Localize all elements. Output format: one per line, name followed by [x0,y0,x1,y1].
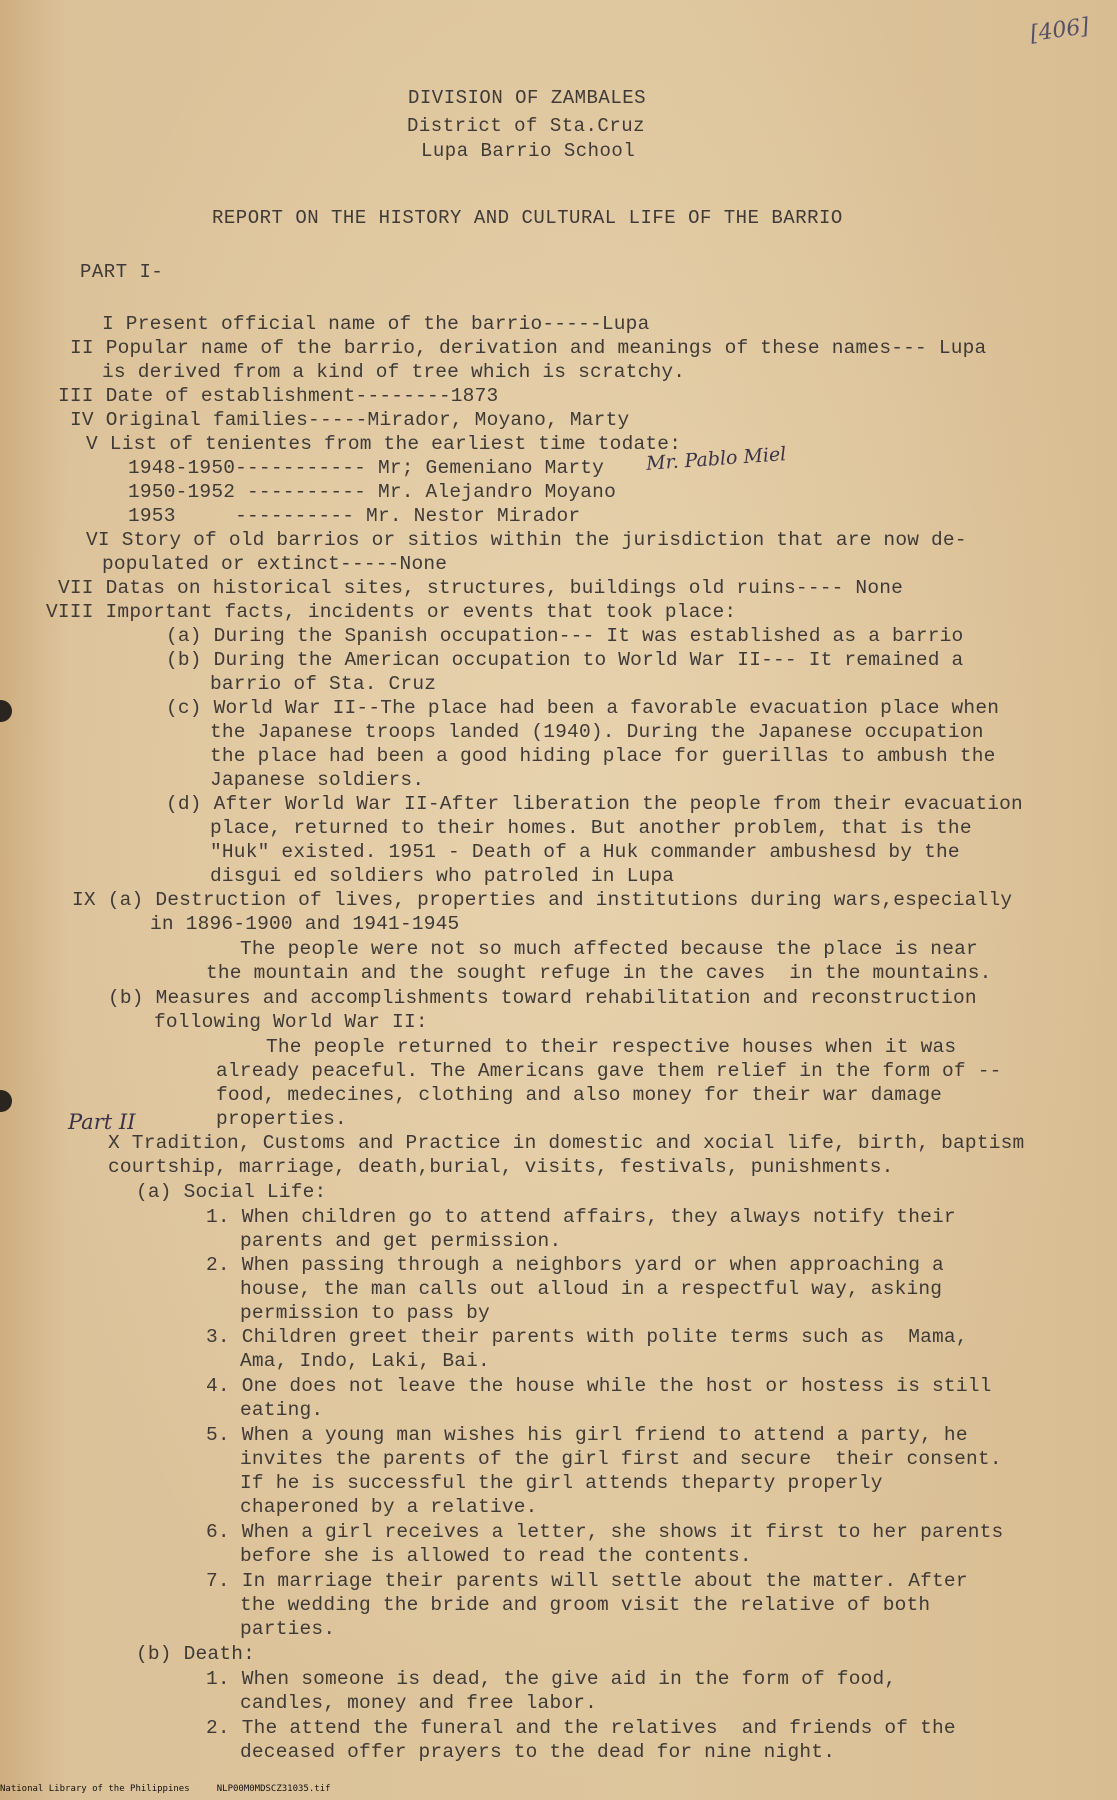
part-label: PART I- [80,261,164,283]
handwritten-part-two: Part II [68,1110,136,1134]
text-line: (b) During the American occupation to World War II--- It remained a [166,649,964,671]
text-line: the Japanese troops landed (1940). During the Japanese occupation [210,721,984,743]
text-line: 7. In marriage their parents will settle about the matter. After [206,1570,968,1592]
text-line: 1950-1952 ---------- Mr. Alejandro Moyano [128,481,616,503]
text-line: following World War II: [154,1011,428,1033]
text-line: house, the man calls out alloud in a respectful way, asking [240,1278,943,1300]
text-line: in 1896-1900 and 1941-1945 [150,913,460,935]
text-line: parties. [240,1618,336,1640]
text-line: properties. [216,1108,347,1130]
text-line: IX (a) Destruction of lives, properties and institutions during wars,especially [72,889,1013,911]
text-line: chaperoned by a relative. [240,1496,538,1518]
text-line: before she is allowed to read the contents. [240,1545,752,1567]
text-line: deceased offer prayers to the dead for nine night. [240,1741,836,1763]
text-line: (a) Social Life: [136,1181,327,1203]
text-line: parents and get permission. [240,1230,562,1252]
text-line: II Popular name of the barrio, derivation and meanings of these names--- Lupa [70,337,987,359]
text-line: already peaceful. The Americans gave them relief in the form of -- [216,1060,1002,1082]
text-line: Ama, Indo, Laki, Bai. [240,1350,490,1372]
text-line: disgui ed soldiers who patroled in Lupa [210,865,675,887]
text-line: VIII Important facts, incidents or events that took place: [46,601,737,623]
text-line: X Tradition, Customs and Practice in domestic and xocial life, birth, baptism [108,1132,1025,1154]
text-line: The people returned to their respective houses when it was [266,1036,957,1058]
text-line: 4. One does not leave the house while the host or hostess is still [206,1375,992,1397]
text-line: eating. [240,1399,324,1421]
text-line: The people were not so much affected because the place is near [240,938,978,960]
text-line: 1953 ---------- Mr. Nestor Mirador [128,505,581,527]
text-line: place, returned to their homes. But another problem, that is the [210,817,972,839]
text-line: 5. When a young man wishes his girl friend to attend a party, he [206,1424,968,1446]
handwritten-teniente: Mr. Pablo Miel [645,443,787,475]
text-line: courtship, marriage, death,burial, visits, festivals, punishments. [108,1156,894,1178]
text-line: (b) Death: [136,1643,256,1665]
binder-hole [0,1090,12,1112]
text-line: the place had been a good hiding place for guerillas to ambush the [210,745,996,767]
text-line: (b) Measures and accomplishments toward rehabilitation and reconstruction [108,987,977,1009]
text-line: VI Story of old barrios or sitios within the jurisdiction that are now de- [86,529,967,551]
text-line: (a) During the Spanish occupation--- It was established as a barrio [166,625,964,647]
text-line: I Present official name of the barrio-----Lupa [102,313,650,335]
district-heading: District of Sta.Cruz [407,115,646,137]
text-line: IV Original families-----Mirador, Moyano, Marty [70,409,630,431]
archive-footer: National Library of the Philippines NLP00M0MDSCZ31035.tif [0,1784,331,1794]
text-line: is derived from a kind of tree which is scratchy. [102,361,686,383]
text-line: food, medecines, clothing and also money for their war damage [216,1084,943,1106]
text-line: barrio of Sta. Cruz [210,673,437,695]
report-title: REPORT ON THE HISTORY AND CULTURAL LIFE OF THE BARRIO [212,207,843,229]
text-line: permission to pass by [240,1302,490,1324]
text-line: the mountain and the sought refuge in the caves in the mountains. [206,962,992,984]
text-line: "Huk" existed. 1951 - Death of a Huk commander ambushesd by the [210,841,960,863]
text-line: V List of tenientes from the earliest time todate: [86,433,682,455]
text-line: VII Datas on historical sites, structures, buildings old ruins---- None [58,577,904,599]
text-line: III Date of establishment--------1873 [58,385,499,407]
text-line: 1948-1950----------- Mr; Gemeniano Marty [128,457,605,479]
text-line: If he is successful the girl attends theparty properly [240,1472,883,1494]
text-line: candles, money and free labor. [240,1692,598,1714]
text-line: 3. Children greet their parents with polite terms such as Mama, [206,1326,968,1348]
text-line: 2. The attend the funeral and the relatives and friends of the [206,1717,956,1739]
division-heading: DIVISION OF ZAMBALES [408,87,647,109]
text-line: 1. When children go to attend affairs, they always notify their [206,1206,956,1228]
binder-hole [0,700,12,722]
text-line: invites the parents of the girl first and secure their consent. [240,1448,1002,1470]
text-line: (d) After World War II-After liberation the people from their evacuation [166,793,1023,815]
text-line: (c) World War II--The place had been a favorable evacuation place when [166,697,1000,719]
text-line: 6. When a girl receives a letter, she shows it first to her parents [206,1521,1004,1543]
text-line: Japanese soldiers. [210,769,425,791]
text-line: 2. When passing through a neighbors yard or when approaching a [206,1254,944,1276]
text-line: 1. When someone is dead, the give aid in the form of food, [206,1668,897,1690]
handwritten-reference: [406] [1028,14,1091,47]
text-line: populated or extinct-----None [102,553,448,575]
text-line: the wedding the bride and groom visit the relative of both [240,1594,931,1616]
school-heading: Lupa Barrio School [421,140,636,162]
